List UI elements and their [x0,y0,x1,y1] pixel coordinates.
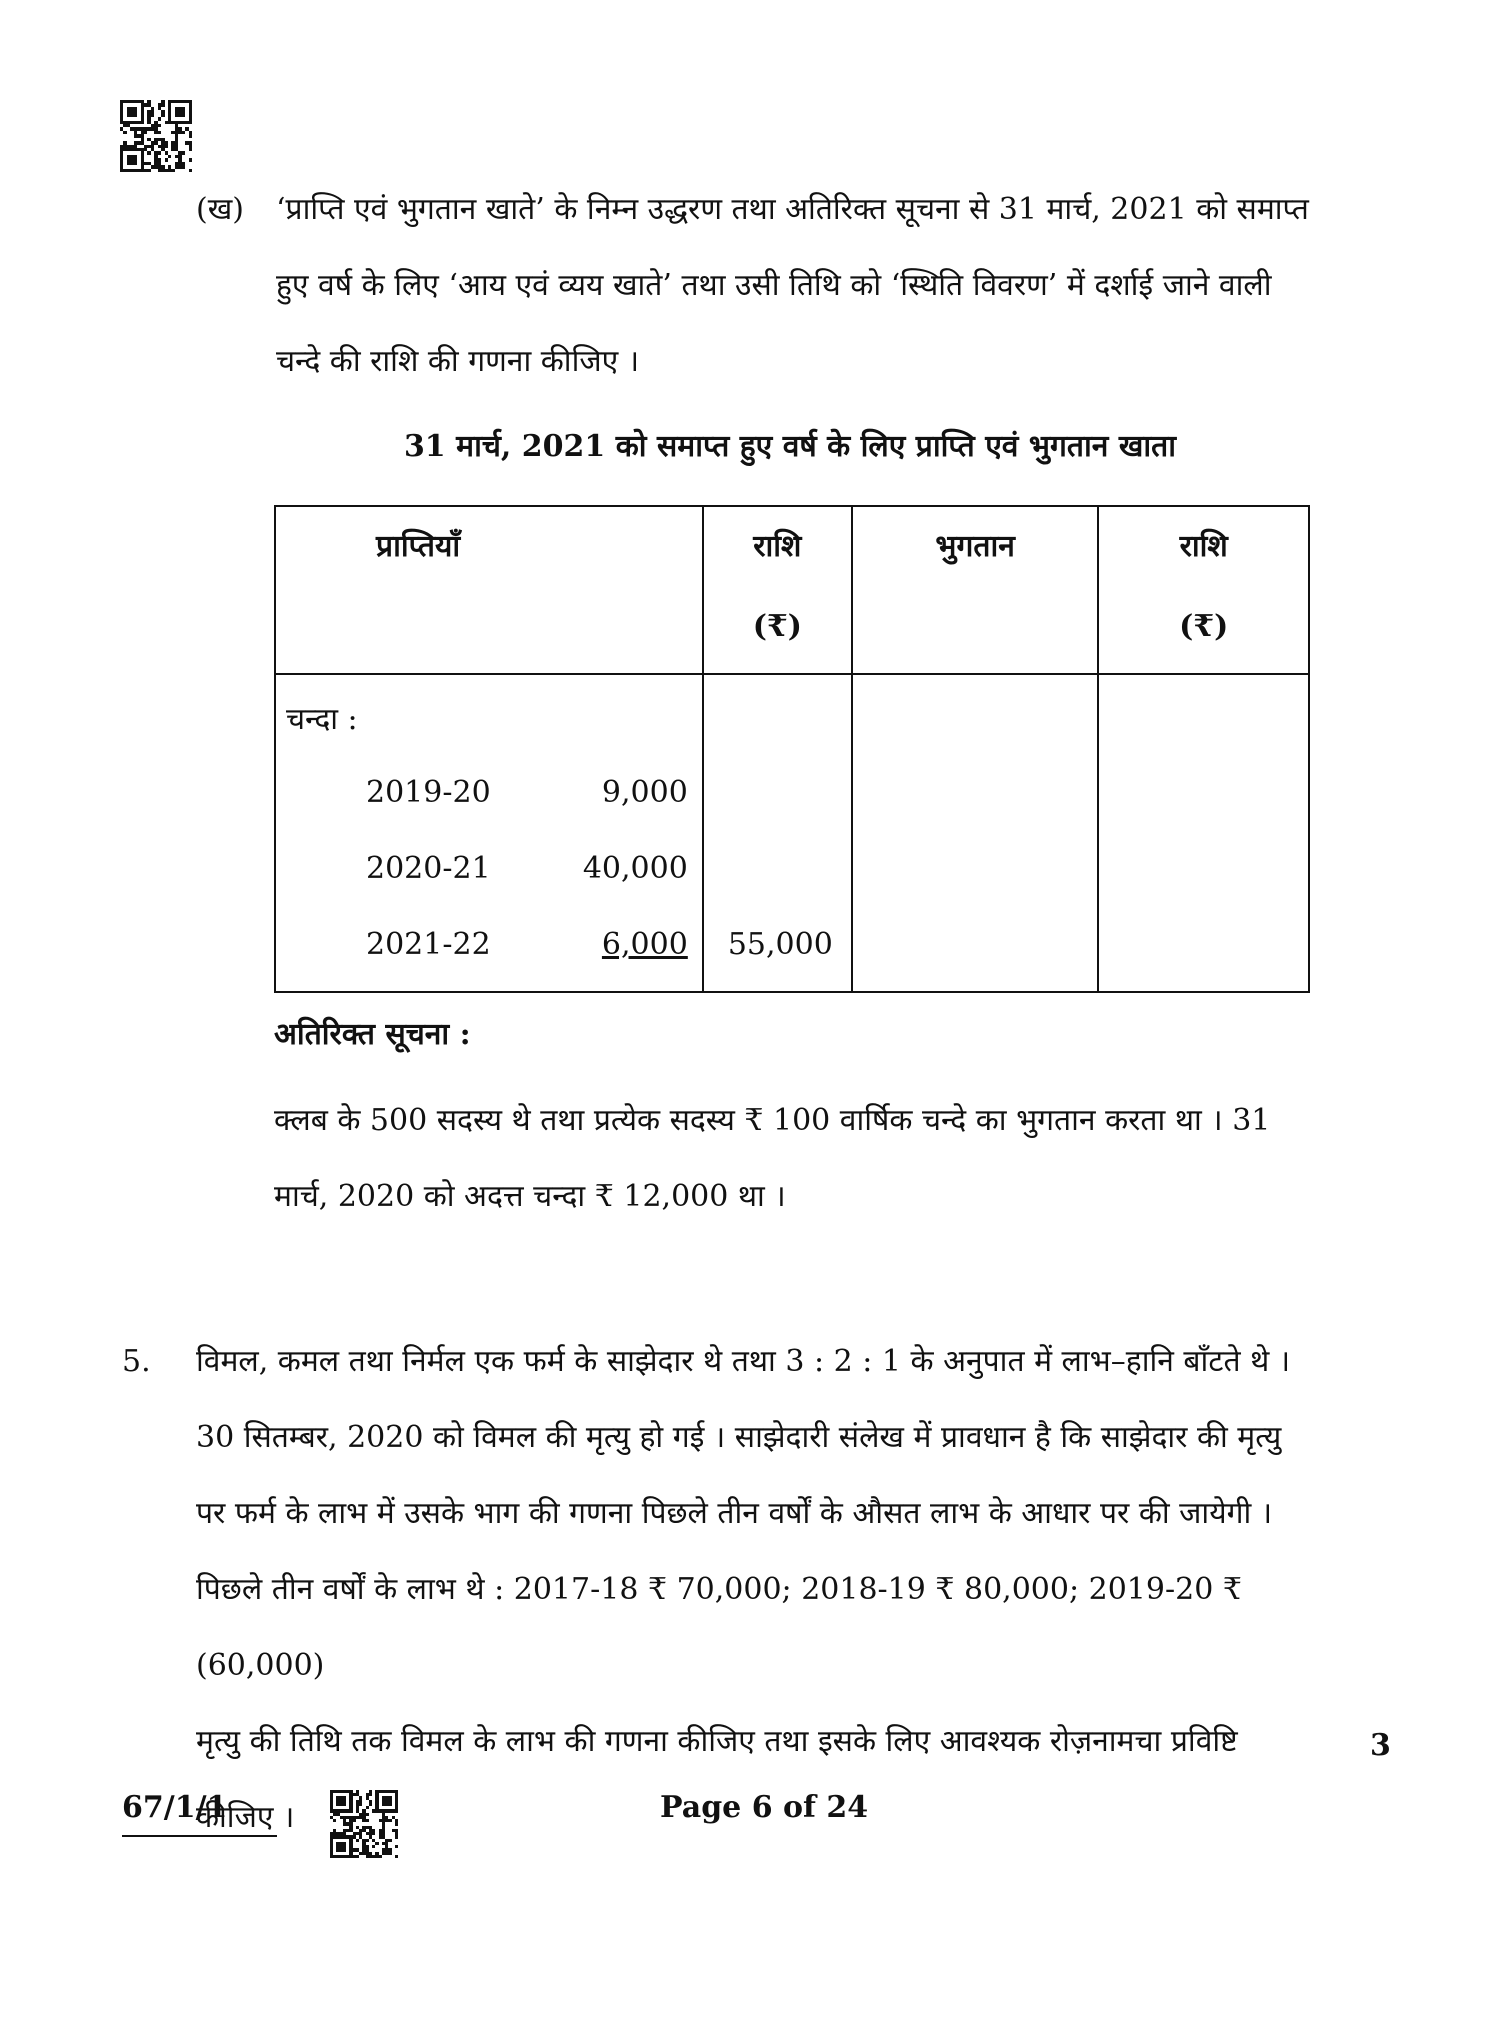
subscription-label: चन्दा : [286,702,358,737]
question-text [196,1324,1316,1856]
question-part-text: ‘प्राप्ति एवं भुगतान खाते’ के निम्न उद्धरण तथा अतिरिक्त सूचना से 31 मार्च, 2021 को समाप्त हुए वर्ष के लिए ‘आय एवं व्यय खाते’ तथा उसी तिथि को ‘स्थिति विवरण’ में दर्शाई जाने वाली चन्दे की राशि की गणना कीजिए । [276,192,1309,379]
subscription-amount: 40,000 [582,851,688,886]
additional-info-text: क्लब के 500 सदस्य थे तथा प्रत्येक सदस्य ₹ 100 वार्षिक चन्दे का भुगतान करता था । 31 मार्च, 2020 को अदत्त चन्दा ₹ 12,000 था । [274,1103,1271,1214]
subscription-year: 2021-22 [366,927,491,962]
question-part-label: (ख) [196,192,244,227]
subscription-amount: 9,000 [601,775,688,810]
payments-header: भुगतान [852,506,1099,674]
subscription-total: 55,000 [727,927,833,962]
divider [122,1835,277,1837]
receipts-cell [275,674,703,992]
paper-code: 67/1/1 [122,1790,228,1825]
receipts-payments-table [274,505,1310,993]
subscription-year: 2020-21 [366,851,491,886]
qr-code [330,1790,398,1858]
subscription-amount: 6,000 [601,927,688,962]
qr-code [120,100,192,172]
receipts-header: प्राप्तियाँ [275,506,703,674]
question-number: 5. [122,1344,151,1379]
payments-cell [852,674,1099,992]
account-title: 31 मार्च, 2021 को समाप्त हुए वर्ष के लिए प्राप्ति एवं भुगतान खाता [403,429,1177,464]
table-row [275,674,1309,992]
amount-header: राशि (₹) [1098,506,1309,674]
additional-info-heading: अतिरिक्त सूचना : [274,1017,471,1052]
amount-cell [703,674,852,992]
question-body: विमल, कमल तथा निर्मल एक फर्म के साझेदार थे तथा 3 : 2 : 1 के अनुपात में लाभ–हानि बाँटते थे । 30 सितम्बर, 2020 को विमल की मृत्यु हो गई । साझेदारी संलेख में प्रावधान है कि साझेदार की मृत्यु पर फर्म के लाभ में उसके भाग की गणना पिछले तीन वर्षों के औसत लाभ के आधार पर की जायेगी । पिछले तीन वर्षों के लाभ थे : 2017-18 ₹ 70,000; 2018-19 ₹ 80,000; 2019-20 ₹ (60,000) [196,1344,1291,1683]
subscription-year: 2019-20 [366,775,491,810]
marks: 3 [1370,1728,1391,1763]
amount-header: राशि (₹) [703,506,852,674]
page-number: Page 6 of 24 [660,1790,869,1825]
question-instruction: मृत्यु की तिथि तक विमल के लाभ की गणना कीजिए तथा इसके लिए आवश्यक रोज़नामचा प्रविष्टि कीजिए । [196,1724,1238,1835]
amount-cell [1098,674,1309,992]
table-header-row [275,506,1309,674]
